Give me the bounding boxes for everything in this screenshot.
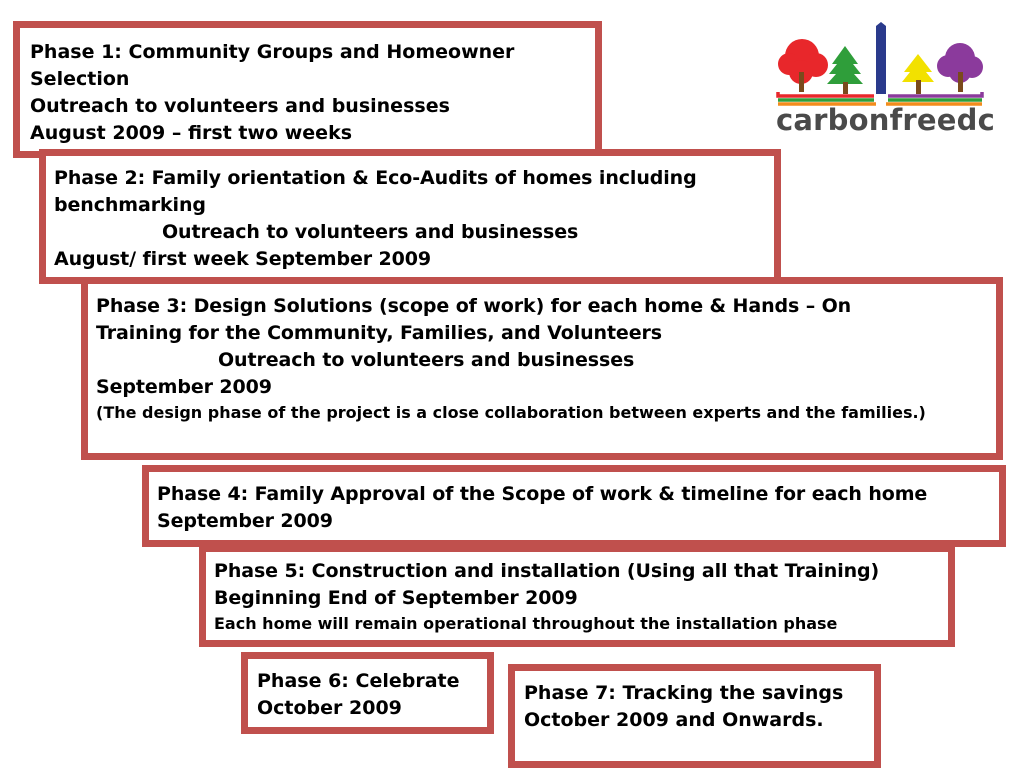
logo-wordmark: carbonfreedc: [776, 103, 995, 137]
phase-5-box: [199, 545, 955, 647]
phase-5-note: Each home will remain operational throughout the installation phase: [214, 614, 838, 633]
phase-4-title: Phase 4: Family Approval of the Scope of work & timeline for each home: [157, 483, 928, 505]
phase-5-date: Beginning End of September 2009: [214, 587, 578, 609]
phase-1-title-cont: Selection: [30, 68, 130, 90]
phase-2-title: Phase 2: Family orientation & Eco-Audits of homes including: [54, 167, 697, 189]
phase-3-outreach: Outreach to volunteers and businesses: [218, 349, 635, 371]
phase-2-outreach: Outreach to volunteers and businesses: [162, 221, 579, 243]
phase-6-box: [241, 652, 494, 734]
phase-2-date: August/ first week September 2009: [54, 248, 432, 270]
phase-7-box: [508, 664, 881, 768]
yellow-tree-icon: [902, 54, 934, 94]
phase-1-box: [13, 21, 602, 158]
phase-2-title-cont: benchmarking: [54, 194, 206, 216]
phase-5-title: Phase 5: Construction and installation (Using all that Training): [214, 560, 880, 582]
phase-1-date: August 2009 – first two weeks: [30, 122, 353, 144]
red-tree-icon: [778, 39, 828, 92]
green-tree-icon: [827, 46, 863, 94]
phase-7-title: Phase 7: Tracking the savings: [524, 682, 844, 704]
phase-3-box: [81, 277, 1003, 460]
phase-3-date: September 2009: [96, 376, 272, 398]
phase-1-title: Phase 1: Community Groups and Homeowner: [30, 41, 515, 63]
phase-1-outreach: Outreach to volunteers and businesses: [30, 95, 450, 117]
purple-tree-icon: [937, 43, 983, 92]
phase-4-box: [142, 465, 1006, 547]
phase-2-box: [39, 149, 781, 284]
phase-3-title: Phase 3: Design Solutions (scope of work) for each home & Hands – On: [96, 295, 852, 317]
phase-7-date: October 2009 and Onwards.: [524, 709, 824, 731]
phase-4-date: September 2009: [157, 510, 333, 532]
phase-3-title-cont: Training for the Community, Families, and Volunteers: [96, 322, 662, 344]
phase-3-note: (The design phase of the project is a close collaboration between experts and the families.): [96, 403, 926, 422]
monument-icon: [876, 22, 886, 94]
phase-6-date: October 2009: [257, 697, 402, 719]
phase-6-title: Phase 6: Celebrate: [257, 670, 460, 692]
